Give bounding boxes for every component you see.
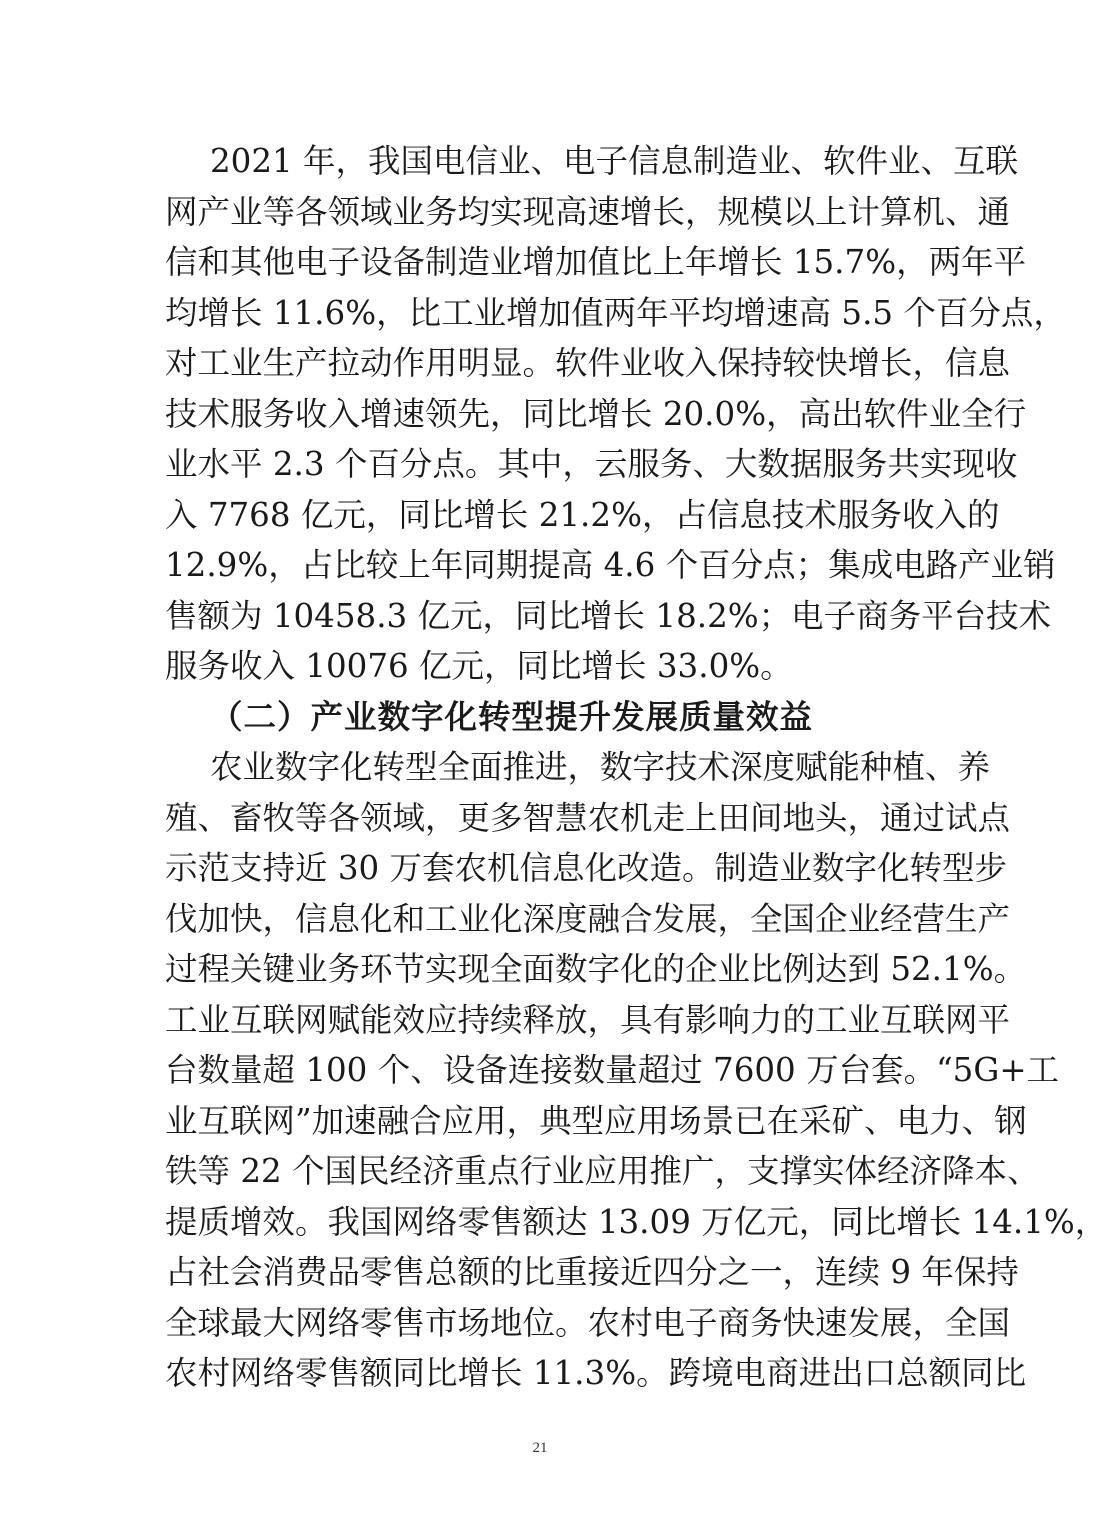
section-heading: （二）产业数字化转型提升发展质量效益 [210,697,814,736]
text-line: 占社会消费品零售总额的比重接近四分之一，连续 9 年保持 [165,1253,1019,1291]
page-number: 21 [532,1440,548,1456]
text-line: 殖、畜牧等各领域，更多智慧农机走上田间地头，通过试点 [165,798,1011,837]
text-line: 农业数字化转型全面推进，数字技术深度赋能种植、养 [210,748,991,786]
text-line: 入 7768 亿元，同比增长 21.2%，占信息技术服务收入的 [165,495,1000,534]
text-line: 技术服务收入增速领先，同比增长 20.0%，高出软件业全行 [165,394,1027,433]
text-line: 铁等 22 个国民经济重点行业应用推广，支撑实体经济降本、 [165,1152,1040,1190]
text-line: 业水平 2.3 个百分点。其中，云服务、大数据服务共实现收 [165,445,1018,483]
text-line: 农村网络零售额同比增长 11.3%。跨境电商进出口总额同比 [165,1354,1027,1392]
text-line: 过程关键业务环节实现全面数字化的企业比例达到 52.1%。 [165,950,1027,988]
text-line: 售额为 10458.3 亿元，同比增长 18.2%；电子商务平台技术 [165,596,1052,635]
text-line: 伐加快，信息化和工业化深度融合发展，全国企业经营生产 [165,899,1011,938]
text-line: 示范支持近 30 万套农机信息化改造。制造业数字化转型步 [165,849,1008,887]
text-line: 服务收入 10076 亿元，同比增长 33.0%。 [165,647,793,685]
text-line: 台数量超 100 个、设备连接数量超过 7600 万台套。“5G+工 [165,1051,1060,1089]
text-line: 全球最大网络零售市场地位。农村电子商务快速发展，全国 [165,1303,1011,1342]
paragraph-2 [165,742,1107,1399]
text-line: 业互联网”加速融合应用，典型应用场景已在采矿、电力、钢 [165,1101,1027,1140]
text-line: 对工业生产拉动作用明显。软件业收入保持较快增长，信息 [165,344,1011,382]
text-line: 提质增效。我国网络零售额达 13.09 万亿元，同比增长 14.1%， [165,1202,1107,1241]
text-line: 信和其他电子设备制造业增加值比上年增长 15.7%，两年平 [165,243,1027,281]
text-line: 2021 年，我国电信业、电子信息制造业、软件业、互联 [210,142,1019,180]
text-line: 网产业等各领域业务均实现高速增长，规模以上计算机、通 [165,192,1011,231]
paragraph-1 [165,136,1066,692]
text-line: 工业互联网赋能效应持续释放，具有影响力的工业互联网平 [165,1000,1011,1039]
body-text [165,136,1107,1399]
text-line: 12.9%，占比较上年同期提高 4.6 个百分点；集成电路产业销 [165,546,1056,584]
text-line: 均增长 11.6%，比工业增加值两年平均增速高 5.5 个百分点， [165,293,1066,332]
